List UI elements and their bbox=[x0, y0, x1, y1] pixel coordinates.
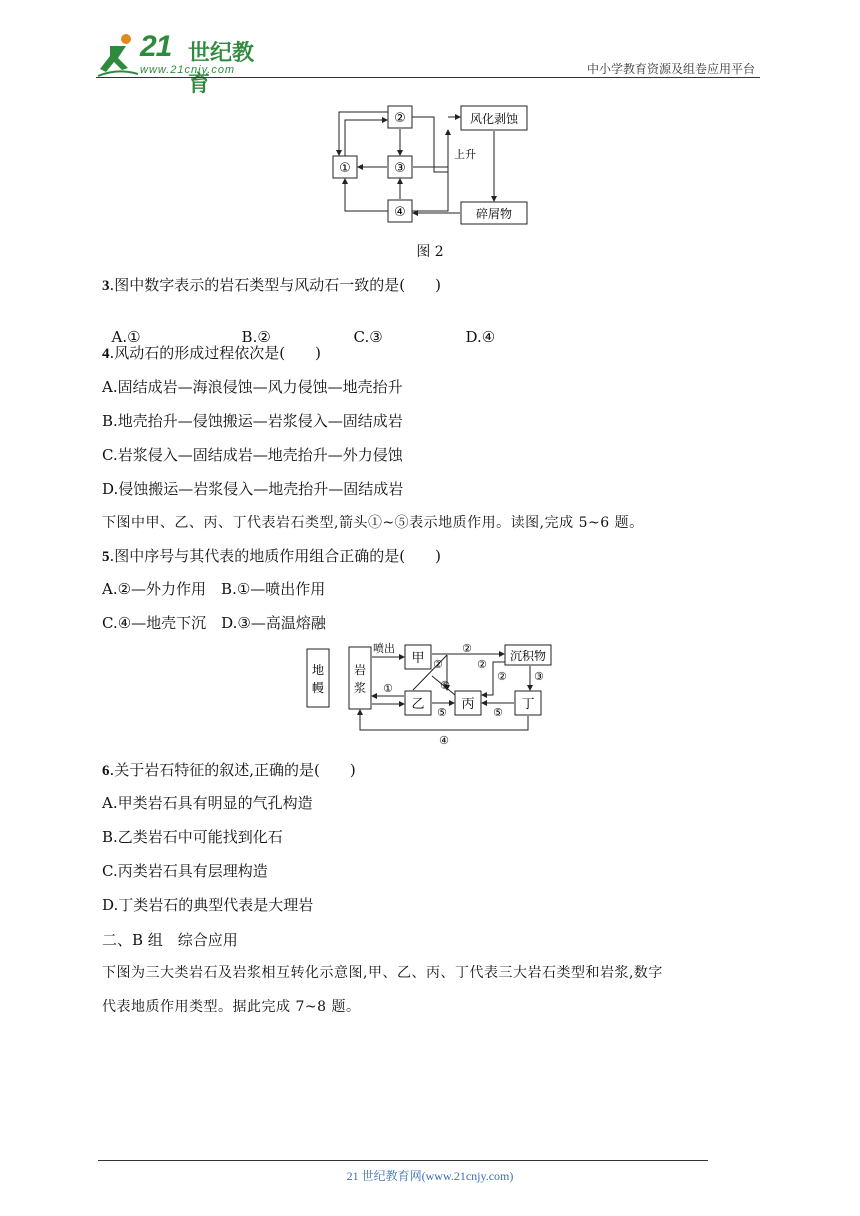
magma-label-2: 浆 bbox=[353, 681, 367, 695]
num-5-right: ⑤ bbox=[493, 706, 503, 719]
logo-text: 世纪教育 bbox=[188, 41, 255, 97]
q4-option-d: D.侵蚀搬运—岩浆侵入—地壳抬升—固结成岩 bbox=[102, 480, 404, 498]
num-2-mid: ② bbox=[477, 658, 487, 671]
debris-label: 碎屑物 bbox=[475, 207, 513, 221]
question-6-stem: 6.关于岩石特征的叙述,正确的是( ) bbox=[102, 761, 356, 779]
runner-icon bbox=[96, 32, 140, 78]
section-b-heading: 二、B 组 综合应用 bbox=[102, 931, 238, 949]
q5-option-cd: C.④—地壳下沉 D.③—高温熔融 bbox=[102, 614, 326, 632]
q6-option-d: D.丁类岩石的典型代表是大理岩 bbox=[102, 896, 314, 914]
q3-option-d: D.④ bbox=[465, 328, 496, 346]
q5-option-ab: A.②—外力作用 B.①—喷出作用 bbox=[102, 580, 326, 598]
box-2-label: ② bbox=[394, 111, 406, 126]
intro-7-8-line1: 下图为三大类岩石及岩浆相互转化示意图,甲、乙、丙、丁代表三大岩石类型和岩浆,数字 bbox=[102, 965, 663, 981]
header-divider bbox=[96, 77, 760, 78]
num-2-left: ② bbox=[433, 658, 443, 671]
uplift-label: 上升 bbox=[454, 148, 476, 161]
q3-option-c: C.③ bbox=[353, 328, 383, 346]
header-platform-text: 中小学教育资源及组卷应用平台 bbox=[586, 62, 755, 76]
yi-label: 乙 bbox=[411, 697, 425, 712]
logo-url: www.21cnjy.com bbox=[140, 64, 236, 76]
bing-label: 丙 bbox=[461, 697, 475, 712]
rock-cycle-diagram-1 bbox=[330, 100, 530, 232]
num-5-upper: ⑤ bbox=[440, 679, 450, 692]
site-logo bbox=[96, 30, 266, 97]
sediment-label: 沉积物 bbox=[509, 649, 547, 663]
q6-option-a: A.甲类岩石具有明显的气孔构造 bbox=[102, 794, 313, 812]
footer-divider bbox=[98, 1160, 708, 1161]
question-3-stem: 3.图中数字表示的岩石类型与风动石一致的是( ) bbox=[102, 276, 441, 294]
box-1-label: ① bbox=[339, 161, 351, 176]
q3-option-b: B.② bbox=[241, 328, 271, 346]
num-2-top: ② bbox=[462, 642, 472, 655]
footer-text: 21 世纪教育网(www.21cnjy.com) bbox=[346, 1169, 514, 1183]
magma-box bbox=[349, 647, 371, 709]
box-4-label: ④ bbox=[394, 205, 406, 220]
weathering-label: 风化剥蚀 bbox=[469, 112, 519, 126]
q6-option-b: B.乙类岩石中可能找到化石 bbox=[102, 828, 283, 846]
rock-cycle-diagram-2 bbox=[305, 640, 555, 750]
num-4: ④ bbox=[439, 734, 449, 747]
q3-option-a: A.① bbox=[111, 328, 141, 346]
logo-number: 21 bbox=[140, 30, 172, 63]
q4-option-b: B.地壳抬升—侵蚀搬运—岩浆侵入—固结成岩 bbox=[102, 412, 403, 430]
question-3-options bbox=[102, 310, 495, 346]
num-2-right: ② bbox=[497, 670, 507, 683]
jia-label: 甲 bbox=[411, 651, 425, 666]
erupt-label: 喷出 bbox=[373, 642, 395, 655]
intro-5-6: 下图中甲、乙、丙、丁代表岩石类型,箭头①~⑤表示地质作用。读图,完成 5~6 题。 bbox=[102, 515, 644, 531]
question-4-stem: 4.风动石的形成过程依次是( ) bbox=[102, 344, 321, 362]
mantle-label-1: 地 bbox=[311, 663, 325, 677]
figure-caption: 图 2 bbox=[416, 244, 444, 260]
question-5-stem: 5.图中序号与其代表的地质作用组合正确的是( ) bbox=[102, 547, 441, 565]
q4-option-c: C.岩浆侵入—固结成岩—地壳抬升—外力侵蚀 bbox=[102, 446, 403, 464]
mantle-label-2: 幔 bbox=[311, 681, 325, 695]
q4-option-a: A.固结成岩—海浪侵蚀—风力侵蚀—地壳抬升 bbox=[102, 378, 403, 396]
box-3-label: ③ bbox=[394, 161, 406, 176]
num-1: ① bbox=[383, 682, 393, 695]
num-3: ③ bbox=[534, 670, 544, 683]
num-5-lower: ⑤ bbox=[437, 706, 447, 719]
q6-option-c: C.丙类岩石具有层理构造 bbox=[102, 862, 268, 880]
mantle-box bbox=[307, 649, 329, 707]
magma-label-1: 岩 bbox=[353, 663, 367, 677]
ding-label: 丁 bbox=[521, 697, 535, 712]
intro-7-8-line2: 代表地质作用类型。据此完成 7~8 题。 bbox=[102, 999, 361, 1015]
